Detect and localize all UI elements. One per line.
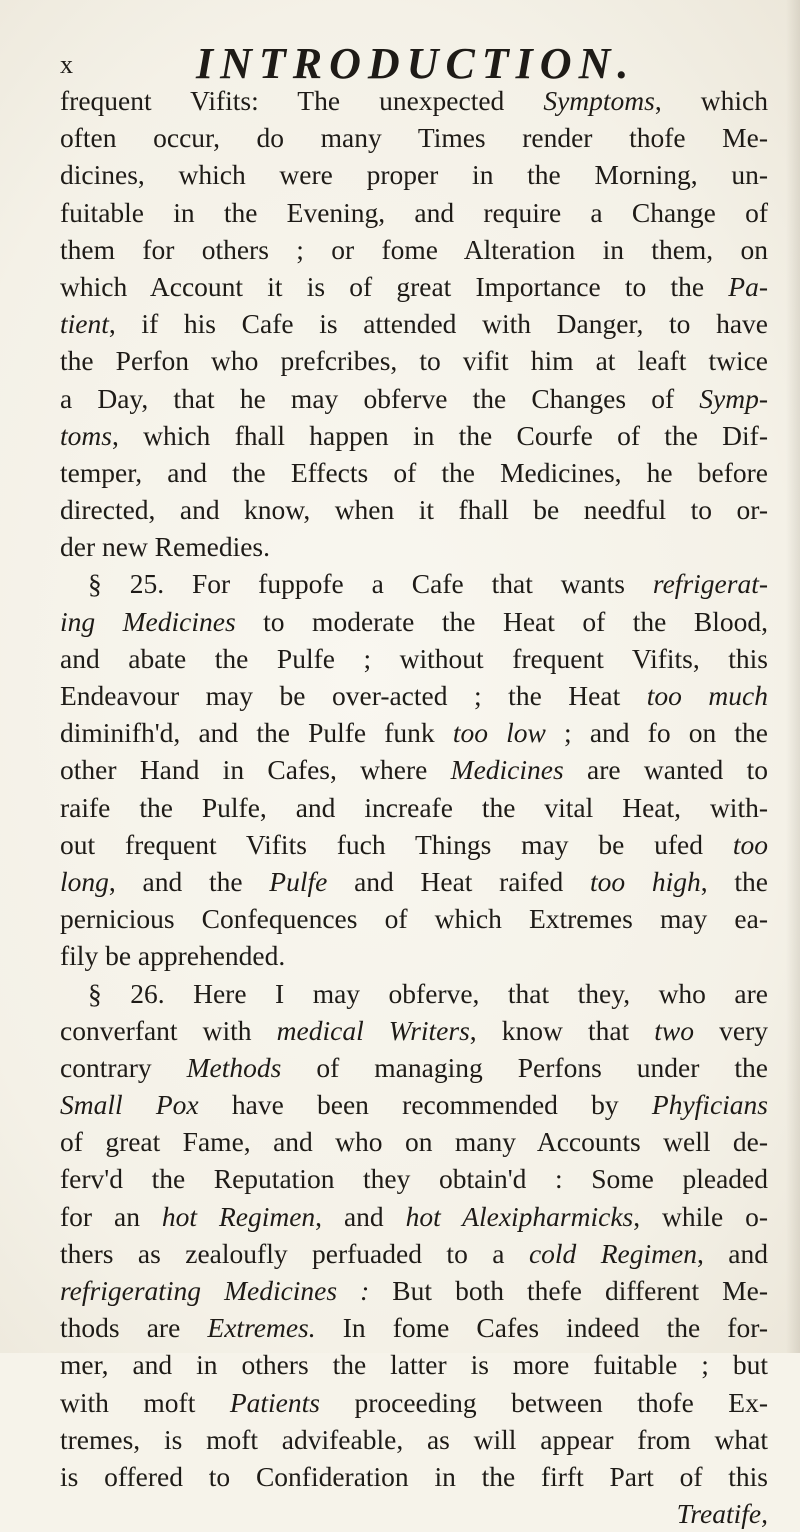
text-segment: In fome Cafes indeed the for-	[315, 1312, 768, 1344]
text-line	[60, 975, 768, 1012]
text-line	[60, 156, 768, 193]
text-line	[60, 1123, 768, 1160]
text-segment: directed, and know, when it fhall be needful to or-	[60, 494, 768, 526]
text-segment: have been recommended by	[198, 1089, 652, 1121]
italic-text: Pa-	[728, 270, 768, 302]
running-head: INTRODUCTION.	[196, 39, 636, 88]
text-line	[60, 268, 768, 305]
italic-text: refrigerating Medicines :	[60, 1275, 370, 1306]
text-segment: thers as zealoufly perfuaded to a	[60, 1237, 529, 1269]
text-segment: and abate the Pulfe ; without frequent Vifits, this	[60, 642, 768, 674]
text-line	[60, 789, 768, 826]
text-segment: out frequent Vifits fuch Things may be ufed	[60, 828, 733, 860]
text-line	[60, 714, 768, 751]
text-segment: is offered to Confideration in the firft Part of this	[60, 1460, 768, 1492]
text-line	[60, 454, 768, 491]
italic-text: Treatife,	[676, 1498, 768, 1530]
text-line	[60, 1458, 768, 1495]
text-segment: are wanted to	[563, 754, 768, 786]
body-text	[60, 82, 768, 1532]
italic-text: Symptoms	[543, 85, 655, 116]
text-segment: temper, and the Effects of the Medicines, he before	[60, 456, 768, 488]
text-segment: , if his Cafe is attended with Danger, to have	[108, 308, 768, 340]
text-line	[60, 603, 768, 640]
italic-text: medical Writers	[276, 1014, 470, 1046]
text-segment: dicines, which were proper in the Morning, un-	[60, 159, 768, 191]
text-line	[60, 1421, 768, 1458]
text-segment: , while o-	[633, 1200, 768, 1232]
text-segment: , and	[315, 1200, 406, 1232]
text-segment: , and	[696, 1237, 768, 1269]
text-line	[60, 417, 768, 454]
italic-text: Phyficians	[651, 1089, 768, 1121]
italic-text: too	[732, 828, 768, 860]
italic-text: Medicines	[450, 754, 564, 786]
text-line	[60, 1235, 768, 1272]
text-line	[60, 751, 768, 788]
text-line	[60, 119, 768, 156]
text-line	[60, 937, 768, 974]
italic-text: Symp-	[699, 382, 768, 414]
text-segment: , and the	[108, 865, 270, 897]
italic-text: hot Alexipharmicks	[405, 1200, 634, 1232]
text-line	[60, 1012, 768, 1049]
italic-text: cold Regimen	[528, 1237, 697, 1269]
text-line	[60, 1198, 768, 1235]
text-segment: converfant with	[60, 1014, 277, 1046]
text-line	[60, 565, 768, 602]
italic-text: too much	[646, 680, 769, 711]
italic-text: ing Medicines	[60, 605, 236, 637]
text-segment: fily be apprehended.	[60, 940, 286, 972]
text-line	[60, 677, 768, 714]
text-line	[60, 1086, 768, 1123]
text-segment: , which fhall happen in the Courfe of the Dif-	[111, 419, 768, 451]
text-segment: ; and fo on the	[545, 717, 768, 749]
text-segment: a Day, that he may obferve the Changes of	[60, 382, 700, 414]
text-segment: often occur, do many Times render thofe Me-	[60, 122, 768, 154]
italic-text: Patients	[229, 1386, 320, 1418]
italic-text: refrigerat-	[652, 568, 768, 600]
text-line	[60, 1309, 768, 1346]
italic-text: hot Regimen	[161, 1200, 316, 1232]
italic-text: two	[654, 1014, 695, 1046]
page-edge-shadow	[786, 0, 800, 1353]
text-line	[60, 231, 768, 268]
italic-text: too high	[590, 865, 701, 897]
text-segment: with moft	[60, 1386, 230, 1418]
text-segment: tremes, is moft advifeable, as will appear from what	[60, 1423, 768, 1455]
text-line	[60, 640, 768, 677]
text-line	[60, 1384, 768, 1421]
text-segment: frequent Vifits: The unexpected	[60, 85, 544, 116]
text-line	[60, 1160, 768, 1197]
text-line	[60, 863, 768, 900]
text-segment: thods are	[60, 1312, 208, 1344]
text-segment: and Heat raifed	[327, 865, 591, 897]
text-segment: of great Fame, and who on many Accounts well de-	[60, 1126, 768, 1158]
italic-text: long	[60, 865, 109, 897]
text-segment: § 26. Here I may obferve, that they, who are	[88, 977, 768, 1009]
text-segment: other Hand in Cafes, where	[60, 754, 451, 786]
text-segment: ferv'd the Reputation they obtain'd : Some pleaded	[60, 1163, 768, 1195]
text-line	[60, 194, 768, 231]
text-segment: der new Remedies.	[60, 531, 270, 563]
italic-text: Pulfe	[269, 865, 328, 897]
text-segment: diminifh'd, and the Pulfe funk	[60, 717, 453, 749]
text-line	[60, 826, 768, 863]
italic-text: too low	[452, 717, 546, 749]
text-segment: which Account it is of great Importance to the	[60, 270, 729, 302]
text-segment: , the	[700, 865, 768, 897]
text-segment: them for others ; or fome Alteration in them, on	[60, 233, 768, 265]
text-line	[60, 380, 768, 417]
text-segment: the Perfon who prefcribes, to vifit him at leaft twice	[60, 345, 768, 377]
text-line	[60, 1049, 768, 1086]
page-number: x	[60, 50, 73, 79]
text-segment: to moderate the Heat of the Blood,	[235, 605, 768, 637]
text-segment: Endeavour may be over-acted ; the Heat	[60, 680, 647, 711]
text-segment: fuitable in the Evening, and require a Change of	[60, 196, 768, 228]
text-segment: very	[694, 1014, 768, 1046]
page-header	[60, 36, 760, 86]
text-segment: § 25. For fuppofe a Cafe that wants	[88, 568, 653, 600]
text-segment: of managing Perfons under the	[281, 1051, 769, 1083]
text-line	[60, 491, 768, 528]
text-segment: , know that	[469, 1014, 655, 1046]
text-line	[60, 1346, 768, 1383]
italic-text: Small Pox	[60, 1089, 199, 1121]
text-segment: mer, and in others the latter is more fuitable ; but	[60, 1349, 768, 1381]
text-line	[60, 305, 768, 342]
catchword-line	[60, 1495, 768, 1532]
text-line	[60, 342, 768, 379]
italic-text: toms	[60, 419, 112, 451]
text-segment: for an	[60, 1200, 162, 1232]
italic-text: Extremes.	[207, 1312, 316, 1344]
text-line	[60, 900, 768, 937]
text-line	[60, 82, 768, 119]
text-line	[60, 528, 768, 565]
text-segment: proceeding between thofe Ex-	[319, 1386, 768, 1418]
text-segment: But both thefe different Me-	[369, 1275, 768, 1306]
italic-text: tient	[60, 308, 109, 340]
text-line	[60, 1272, 768, 1309]
text-segment: pernicious Confequences of which Extremes may ea-	[60, 903, 768, 935]
italic-text: Methods	[186, 1051, 282, 1083]
text-segment: raife the Pulfe, and increafe the vital Heat, with-	[60, 791, 768, 823]
text-segment: contrary	[60, 1051, 187, 1083]
text-segment: , which	[654, 85, 768, 116]
